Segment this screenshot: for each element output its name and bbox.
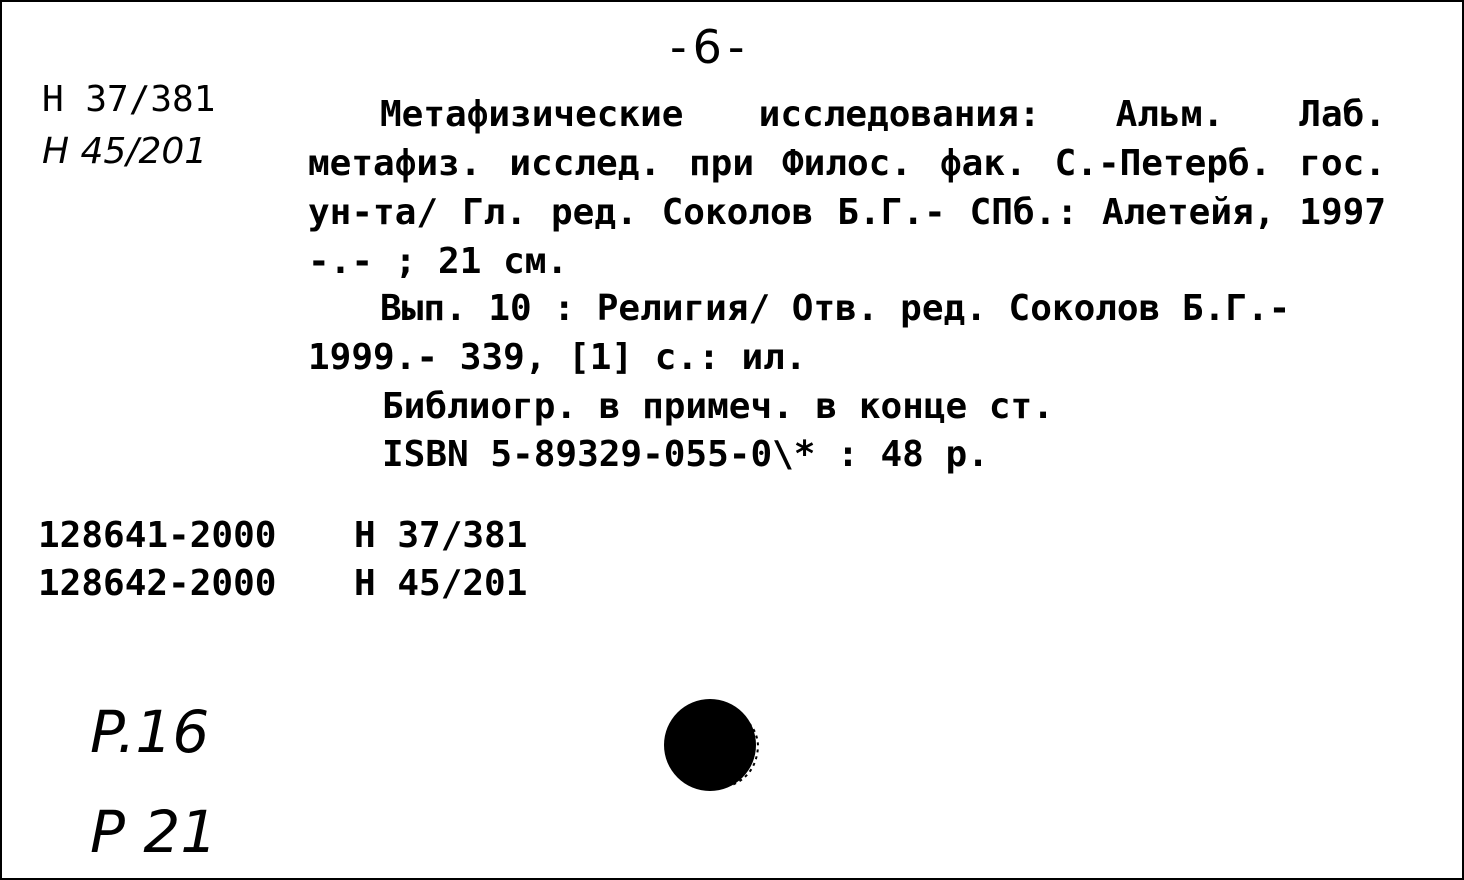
inventory-row — [38, 514, 527, 558]
inventory-row — [38, 562, 527, 606]
handwritten-note-1: P.16 — [90, 698, 210, 766]
main-description: Метафизические исследования: Альм. Лаб. метафиз. исслед. при Филос. фак. С.-Петерб. гос. ун-та/ Гл. ред. Соколов Б.Г.- СПб.: Алетейя, 1997 -.- ; 21 см. — [308, 94, 1386, 282]
inventory-shelf: Н 37/381 — [354, 515, 528, 556]
shelf-mark-1: Н 37/381 — [42, 79, 216, 120]
handwritten-note-2: P 21 — [90, 798, 218, 866]
inventory-number: 128642-2000 — [38, 563, 277, 604]
inventory-shelf: Н 45/201 — [354, 563, 528, 604]
shelf-mark-2: Н 45/201 — [42, 131, 208, 172]
isbn-line: ISBN 5-89329-055-0\* : 48 р. — [382, 434, 989, 475]
bibliography-note: Библиогр. в примеч. в конце ст. — [382, 386, 1054, 427]
punch-hole-icon — [662, 695, 764, 797]
page-number: -6- — [670, 20, 751, 74]
issue-description: Вып. 10 : Религия/ Отв. ред. Соколов Б.Г.- 1999.- 339, [1] с.: ил. — [308, 288, 1291, 378]
inventory-number: 128641-2000 — [38, 515, 277, 556]
